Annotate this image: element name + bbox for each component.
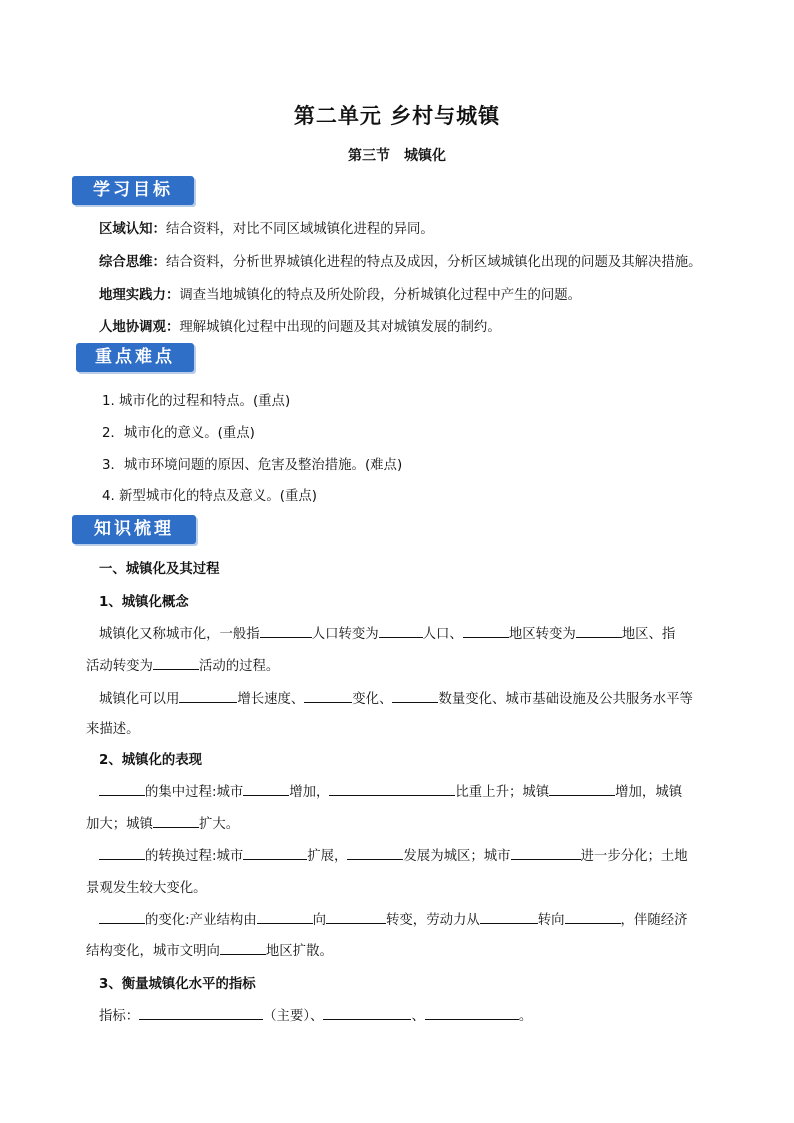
badge-key-points: 重点难点 <box>76 343 194 372</box>
key-point-item: 4. 新型城市化的特点及意义。(重点) <box>102 489 317 504</box>
paragraph-conversion-cont: 景观发生较大变化。 <box>86 881 207 896</box>
goal-item: 区域认知：结合资料，对比不同区域城镇化进程的异同。 <box>99 222 434 237</box>
subheading-concept: 1、城镇化概念 <box>99 595 189 610</box>
paragraph-change: 的变化:产业结构由 向 转变，劳动力从 转向 ，伴随经济 <box>99 909 688 928</box>
goal-item: 综合思维：结合资料，分析世界城镇化进程的特点及成因，分析区域城镇化出现的问题及其解决措施。 <box>99 255 702 270</box>
key-point-item: 2．城市化的意义。(重点) <box>102 426 255 441</box>
paragraph-indicators: 指标： （主要）、 、 。 <box>99 1009 533 1024</box>
key-point-item: 3．城市环境问题的原因、危害及整治措施。(难点) <box>102 458 403 473</box>
section-number: 第三节 <box>348 148 390 164</box>
paragraph-conversion: 的转换过程:城市 扩展， 发展为城区；城市 进一步分化；土地 <box>99 845 688 864</box>
key-point-item: 1. 城市化的过程和特点。(重点) <box>102 394 291 409</box>
paragraph-measure: 城镇化可以用 增长速度、 变化、 数量变化、城市基础设施及公共服务水平等 <box>99 692 693 707</box>
section-name: 城镇化 <box>404 148 446 164</box>
paragraph-concept-cont: 活动转变为 活动的过程。 <box>86 659 280 674</box>
paragraph-concept: 城镇化又称城市化，一般指 人口转变为 人口、 地区转变为 地区、指 <box>99 627 676 642</box>
paragraph-concentration-cont: 加大；城镇 扩大。 <box>86 817 240 832</box>
paragraph-concentration: 的集中过程:城市 增加， 比重上升；城镇 增加，城镇 <box>99 781 682 800</box>
goal-item: 人地协调观：理解城镇化过程中出现的问题及其对城镇发展的制约。 <box>99 320 501 335</box>
section-subtitle <box>0 145 794 165</box>
subheading-manifestation: 2、城镇化的表现 <box>99 753 203 768</box>
page-title: 第二单元 乡村与城镇 <box>293 103 501 128</box>
goal-item: 地理实践力：调查当地城镇化的特点及所处阶段，分析城镇化过程中产生的问题。 <box>99 288 582 303</box>
subheading-indicators: 3、衡量城镇化水平的指标 <box>99 977 256 992</box>
paragraph-measure-cont: 来描述。 <box>86 722 140 737</box>
paragraph-change-cont: 结构变化，城市文明向 地区扩散。 <box>86 944 333 959</box>
heading-urbanization-process: 一、城镇化及其过程 <box>99 562 220 577</box>
badge-learning-goals: 学习目标 <box>72 176 194 205</box>
badge-knowledge: 知识梳理 <box>72 515 196 544</box>
